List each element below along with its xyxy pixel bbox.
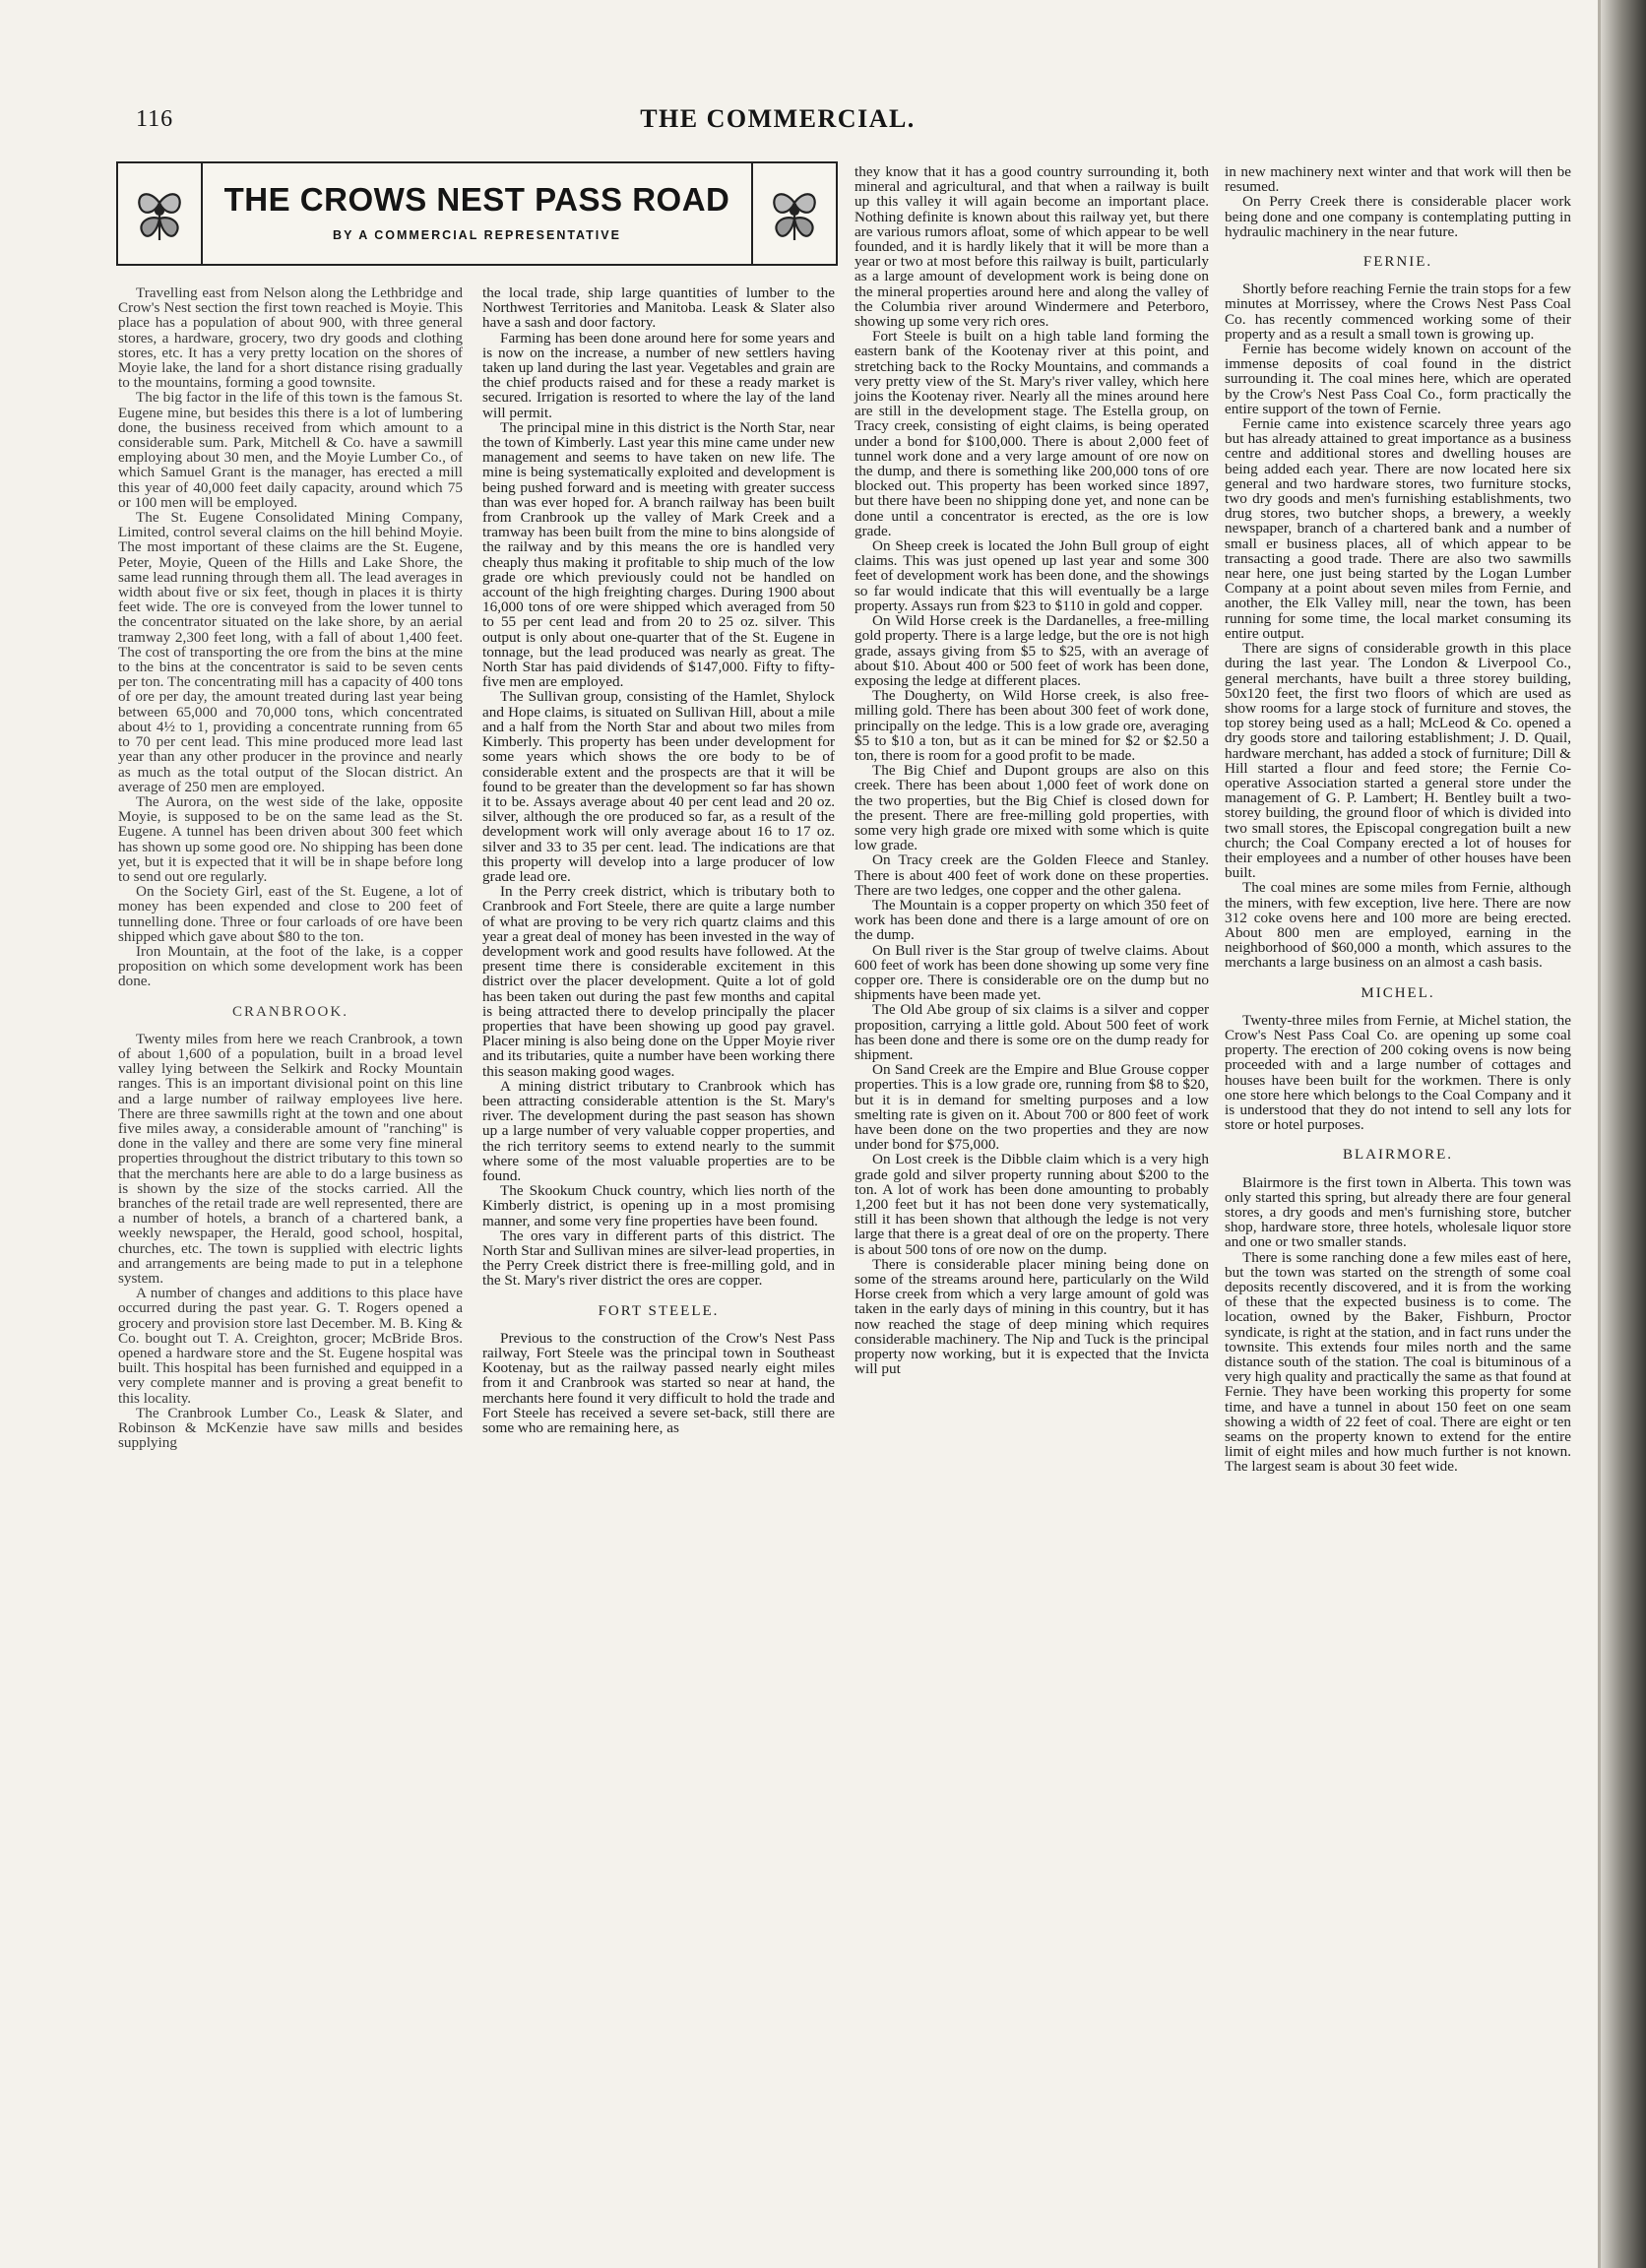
- paragraph: The Sullivan group, consisting of the Hamlet, Shylock and Hope claims, is situated on Sullivan Hill, about a mile and a half from the North Star and about two miles from Kimberly. This property has been under development for some years which shows the ore body to be of considerable extent and the prospects are that it will be found to be greater than the development so far has shown it to be. Assays average about 40 per cent lead and 20 oz. silver, although the ore produced so far, as a result of the development work will only average about 16 to 17 oz. silver and 33 to 35 per cent. lead. The indications are that this property will develop into a large producer of low grade lead ore.: [482, 688, 835, 885]
- floral-ornament-icon: [130, 181, 189, 246]
- paragraph: Twenty-three miles from Fernie, at Michel station, the Crow's Nest Pass Coal Co. are opening up some coal property. The erection of 200 coking ovens is now being proceeded with and a large number of cottages and houses have been built for the workmen. There is only one store here which belongs to the Coal Company and it is understood that they do not intend to sell any lots for store or hotel purposes.: [1225, 1011, 1571, 1134]
- paragraph: The Aurora, on the west side of the lake, opposite Moyie, is supposed to be on the same lead as the St. Eugene. A tunnel has been driven about 300 feet which has shown up some good ore. No shipping has been done yet, but it is expected that it will be in shape before long to send out ore regularly.: [118, 792, 463, 885]
- paragraph: The coal mines are some miles from Fernie, although the miners, with few exception, live here. There are now 312 coke ovens here and 100 more are being erected. About 800 men are employed, earning in the neighborhood of $60,000 a month, which assures to the merchants a large business on an almost a cash basis.: [1225, 879, 1571, 972]
- paragraph: The Old Abe group of six claims is a silver and copper proposition, carrying a little gold. About 500 feet of work has been done and there is some ore on the dump ready for shipment.: [855, 1001, 1209, 1063]
- column-3: [855, 164, 1209, 1376]
- column-4: [1225, 164, 1571, 1475]
- paragraph: they know that it has a good country surrounding it, both mineral and agricultural, and that when a railway is built up this valley it will again become an important place. Nothing definite is known about this railway yet, but there are various rumors afloat, some of which appear to be well founded, and it is hardly likely that it will be more than a year or two at most before this railway is built, particularly as a large amount of development work is being done on the mineral properties around here and along the valley of the Columbia river around Windermere and Peterboro, showing up some very rich ores.: [855, 163, 1209, 331]
- article-byline: BY A COMMERCIAL REPRESENTATIVE: [333, 228, 621, 242]
- paragraph: A mining district tributary to Cranbrook which has been attracting considerable attention is the St. Mary's river. The development during the past season has shown up a large number of very valuable copper properties, and the rich territory seems to extend nearly to the summit where some of the most valuable properties are to be found.: [482, 1077, 835, 1184]
- column-1: [118, 285, 463, 1450]
- paragraph: The Cranbrook Lumber Co., Leask & Slater, and Robinson & McKenzie have saw mills and besides supplying: [118, 1404, 463, 1452]
- title-box-rule-right: [751, 163, 753, 264]
- paragraph: Blairmore is the first town in Alberta. This town was only started this spring, but already there are four general stores, a dry goods and men's furnishing store, butcher shop, hardware store, three hotels, wholesale liquor store and one or two smaller stands.: [1225, 1173, 1571, 1251]
- paragraph: Twenty miles from here we reach Cranbrook, a town of about 1,600 of a population, built in a broad level valley lying between the Selkirk and Rocky Mountain ranges. This is an important divisional point on this line and a large number of railway employees live here. There are three sawmills right at the town and one about five miles away, a considerable amount of "ranching" is done in the valley and there are some very fine mineral properties throughout the district tributary to this town so that the merchants here are able to do a large business as is shown by the size of the stocks carried. All the branches of the retail trade are well represented, there are a number of hotels, a branch of a chartered bank, a weekly newspaper, the Herald, good school, hospital, churches, etc. The town is supplied with electric lights and arrangements are being made to put in a telephone system.: [118, 1030, 463, 1287]
- paragraph: The Skookum Chuck country, which lies north of the Kimberly district, is opening up in a most promising manner, and some very fine properties have been found.: [482, 1182, 835, 1229]
- section-heading-blairmore: BLAIRMORE.: [1342, 1147, 1454, 1164]
- page-number: 116: [136, 106, 174, 132]
- paragraph: The Big Chief and Dupont groups are also on this creek. There has been about 1,000 feet of work done on the two properties, but the Big Chief is closed down for the present. There are free-milling gold properties, with some very high grade ore mixed with some which is quite low grade.: [855, 762, 1209, 854]
- paragraph: The St. Eugene Consolidated Mining Company, Limited, control several claims on the hill behind Moyie. The most important of these claims are the St. Eugene, Peter, Moyie, Queen of the Hills and Lake Shore, the same lead running through them all. The lead averages in width about five or six feet, though in places it is thirty feet wide. The ore is conveyed from the lower tunnel to the concentrator situated on the lake shore, by an aerial tramway 2,300 feet long, with a fall of about 1,400 feet. The cost of transporting the ore from the bins at the mine to the bins at the concentrator is said to be seven cents per ton. The concentrating mill has a capacity of 400 tons of ore per day, the amount treated during last year being between 65,000 and 70,000 tons, which concentrated about 4½ to 1, providing a concentrate running from 65 to 70 per cent lead. This mine produced more lead last year than any other producer in the province and nearly as much as the total output of the Slocan district. An average of 250 men are employed.: [118, 509, 463, 795]
- section-heading-fort-steele: FORT STEELE.: [598, 1302, 720, 1319]
- paragraph: The ores vary in different parts of this district. The North Star and Sullivan mines are silver-lead properties, in the Perry Creek district there is free-milling gold, and in the St. Mary's river district the ores are copper.: [482, 1227, 835, 1290]
- paragraph: On the Society Girl, east of the St. Eugene, a lot of money has been expended and close to 200 feet of tunnelling done. Three or four carloads of ore have been shipped which gave about $80 to the ton.: [118, 883, 463, 945]
- paragraph: The principal mine in this district is the North Star, near the town of Kimberly. Last year this mine came under new management and seems to have taken on new life. The mine is being systematically exploited and development is being pushed forward and is meeting with greater success than was ever hoped for. A branch railway has been built from Cranbrook up the valley of Mark Creek and a tramway has been built from the mine to bins alongside of the railway and by this means the ore is handled very cheaply thus making it profitable to ship much of the low grade ore which previously could not be handled on account of the high freighting charges. During 1900 about 16,000 tons of ore were shipped which averaged from 50 to 55 per cent lead and from 20 to 25 oz. silver. This output is only about one-quarter that of the St. Eugene in tonnage, but the lead produced was nearly as great. The North Star has paid dividends of $147,000. Fifty to fifty-five men are employed.: [482, 418, 835, 691]
- page-edge-shadow: [1601, 0, 1646, 2268]
- paragraph: The big factor in the life of this town is the famous St. Eugene mine, but besides this there is a lot of lumbering done, the business received from which amount to a considerable sum. Park, Mitchell & Co. have a sawmill employing about 30 men, and the Moyie Lumber Co., of which Samuel Grant is the manager, has erected a mill this year of 40,000 feet daily capacity, around which 75 or 100 men will be employed.: [118, 389, 463, 511]
- paragraph: On Bull river is the Star group of twelve claims. About 600 feet of work has been done showing up some very fine copper ore. There is considerable ore on the dump but no shipments have been made yet.: [855, 941, 1209, 1004]
- paragraph: the local trade, ship large quantities of lumber to the Northwest Territories and Manitoba. Leask & Slater also have a sash and door factory.: [482, 284, 835, 332]
- paragraph: There are signs of considerable growth in this place during the last year. The London & Liverpool Co., general merchants, have built a three storey building, 50x120 feet, the first two floors of which are used as show rooms for a large stock of furniture and stoves, the top storey being used as a hall; McLeod & Co. opened a dry goods store and tailoring establishment; J. D. Quail, hardware merchant, has added a stock of furniture; Dill & Hill started a flour and feed store; the Fernie Co-operative Association started a general store under the management of G. P. Lambert; H. Bentley built a two-storey building, the ground floor of which is divided into two small stores, the Episcopal congregation built a new church; the Coal Company erected a lot of houses for their employees and a number of other houses have been built.: [1225, 640, 1571, 882]
- paragraph: in new machinery next winter and that work will then be resumed.: [1225, 163, 1571, 196]
- paragraph: A number of changes and additions to this place have occurred during the past year. G. T. Rogers opened a grocery and provision store last December. M. B. King & Co. bought out T. A. Creighton, grocer; McBride Bros. opened a hardware store and the St. Eugene hospital was built. This hospital has been furnished and equipped in a very complete manner and is proving a great benefit to this locality.: [118, 1285, 463, 1407]
- paragraph: Iron Mountain, at the foot of the lake, is a copper proposition on which some development work has been done.: [118, 942, 463, 990]
- section-heading-cranbrook: CRANBROOK.: [232, 1003, 348, 1020]
- paragraph: On Lost creek is the Dibble claim which is a very high grade gold and silver property running about $200 to the ton. A lot of work has been done amounting to probably 1,200 feet but it has not been done very systematically, still it has been shown that although the ledge is not very large that there is a great deal of ore on the property. There is about 500 tons of ore now on the dump.: [855, 1151, 1209, 1258]
- paragraph: The Dougherty, on Wild Horse creek, is also free-milling gold. There has been about 300 feet of work done, principally on the ledge. This is a low grade ore, averaging $5 to $10 a ton, but as it can be mined for $2 or $2.50 a ton, there is room for a good profit to be made.: [855, 687, 1209, 764]
- article-headline: THE CROWS NEST PASS ROAD: [223, 181, 730, 218]
- running-head: THE COMMERCIAL.: [640, 104, 916, 133]
- paragraph: There is some ranching done a few miles east of here, but the town was started on the strength of some coal deposits recently discovered, and it is from the working of these that the expected business is to come. The location, owned by the Baker, Fishburn, Proctor syndicate, is right at the station, and in fact runs under the townsite. This extends four miles north and the same distance south of the station. The coal is bituminous of a very high quality and practically the same as that found at Fernie. They have been working this property for some time, and have a tunnel in about 150 feet on one seam showing a width of 22 feet of coal. There are eight or ten seams on the property known to extend for the entire limit of eight miles and how much further is not known. The largest seam is about 30 feet wide.: [1225, 1248, 1571, 1476]
- page-edge-line: [1598, 0, 1601, 2268]
- paragraph: Travelling east from Nelson along the Lethbridge and Crow's Nest section the first town reached is Moyie. This place has a population of about 900, with three general stores, a hardware, grocery, two dry goods and clothing stores, etc. It has a very pretty location on the shores of Moyie lake, the land for a short distance rising gradually to the mountains, forming a good townsite.: [118, 284, 463, 392]
- paragraph: The Mountain is a copper property on which 350 feet of work has been done and there is a large amount of ore on the dump.: [855, 896, 1209, 944]
- paragraph: On Perry Creek there is considerable placer work being done and one company is contemplating putting in hydraulic machinery in the near future.: [1225, 193, 1571, 240]
- paragraph: Fernie has become widely known on account of the immense deposits of coal found in the district surrounding it. The coal mines here, which are operated by the Crow's Nest Pass Coal Co., form practically the entire support of the town of Fernie.: [1225, 341, 1571, 417]
- paragraph: Shortly before reaching Fernie the train stops for a few minutes at Morrissey, where the Crows Nest Pass Coal Co. has recently commenced working some of their property and as a result a small town is growing up.: [1225, 281, 1571, 343]
- paragraph: On Tracy creek are the Golden Fleece and Stanley. There is about 400 feet of work done on these properties. There are two ledges, one copper and the other galena.: [855, 851, 1209, 899]
- paragraph: On Wild Horse creek is the Dardanelles, a free-milling gold property. There is a large ledge, but the ore is not high grade, assays giving from $5 to $25, with an average of about $10. About 400 or 500 feet of work has been done, exposing the ledge at different places.: [855, 612, 1209, 689]
- column-2: [482, 285, 835, 1435]
- floral-ornament-icon: [765, 181, 824, 246]
- section-heading-michel: MICHEL.: [1361, 984, 1435, 1001]
- paragraph: On Sheep creek is located the John Bull group of eight claims. This was just opened up last year and some 300 feet of development work has been done, and the showings so far would indicate that this will eventually be a large property. Assays run from $23 to $110 in gold and copper.: [855, 537, 1209, 614]
- paragraph: There is considerable placer mining being done on some of the streams around here, particularly on the Wild Horse creek from which a very large amount of gold was taken in the early days of mining in this country, but it has now reached the stage of deep mining which requires considerable machinery. The Nip and Tuck is the principal property now working, but it is expected that the Invicta will put: [855, 1255, 1209, 1378]
- paragraph: In the Perry creek district, which is tributary both to Cranbrook and Fort Steele, there are quite a large number of what are proving to be very rich quartz claims and this year a great deal of money has been invested in the way of development work and good results have followed. At the present time there is considerable excitement in this district over the placer development. Quite a lot of gold has been taken out during the past few months and capital is being attracted there to develop principally the placer properties that have been showing up good pay gravel. Placer mining is also being done on the Upper Moyie river and its tributaries, quite a number have been working there this season making good wages.: [482, 883, 835, 1080]
- paragraph: Previous to the construction of the Crow's Nest Pass railway, Fort Steele was the principal town in Southeast Kootenay, but as the railway passed nearly eight miles from it and Cranbrook was started so near at hand, the merchants here found it very difficult to hold the trade and Fort Steele has received a severe set-back, still there are some who are remaining here, as: [482, 1329, 835, 1437]
- paragraph: On Sand Creek are the Empire and Blue Grouse copper properties. This is a low grade ore, running from $8 to $20, but it is in demand for smelting purposes and a low smelting rate is given on it. About 700 or 800 feet of work have been done on the two properties and they are now under bond for $75,000.: [855, 1061, 1209, 1154]
- section-heading-fernie: FERNIE.: [1362, 254, 1433, 271]
- paragraph: Fort Steele is built on a high table land forming the eastern bank of the Kootenay river at this point, and stretching back to the Rocky Mountains, and commands a very pretty view of the St. Mary's river valley, which here joins the Kootenay river. Nearly all the mines around here are still in the development stage. The Estella group, on Tracy creek, consisting of eight claims, is being operated under a bond for $100,000. There is about 2,000 feet of tunnel work done and a very large amount of ore now on the dump, and there is something like 200,000 tons of ore blocked out. This property has been worked since 1897, but there have been no shipping done yet, and none can be done until a concentrator is erected, as the ore is low grade.: [855, 328, 1209, 539]
- article-title-box: [116, 161, 838, 266]
- paragraph: Farming has been done around here for some years and is now on the increase, a number of new settlers having taken up land during the last year. Vegetables and grain are the chief products raised and for these a ready market is secured. Irrigation is resorted to where the lay of the land will permit.: [482, 329, 835, 421]
- title-box-rule-left: [201, 163, 203, 264]
- paragraph: Fernie came into existence scarcely three years ago but has already attained to great importance as a business centre and additional stores and dwelling houses are being added each year. There are now located here six general and two hardware stores, two furniture stocks, two dry goods and men's furnishing establishments, two drug stores, two butcher shops, a brewery, a weekly newspaper, branch of a chartered bank and a number of small er business places, all of which appear to be transacting a good trade. There are also two sawmills near here, one just being started by the Logan Lumber Company at a point about seven miles from Fernie, and another, the Elk Valley mill, near the town, has been running for some time, the local market consuming its entire output.: [1225, 415, 1571, 642]
